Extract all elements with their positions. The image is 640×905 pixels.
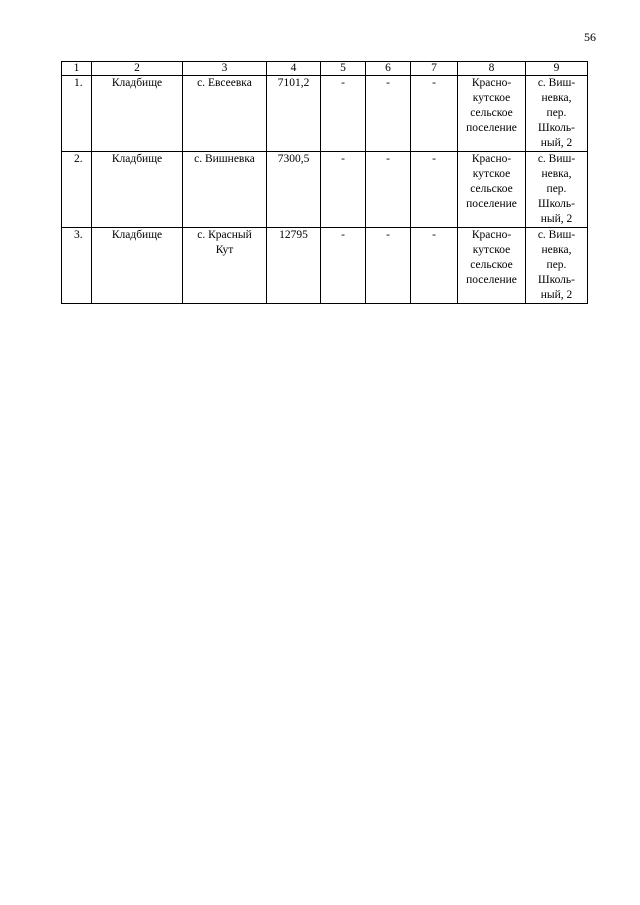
table-row (62, 228, 588, 304)
column-header-9: 9 (526, 62, 588, 76)
column-header-8: 8 (458, 62, 526, 76)
column-5-cell: - (321, 228, 366, 304)
column-7-cell: - (411, 228, 458, 304)
address-cell: с. Виш- невка, пер. Школь- ный, 2 (526, 228, 588, 304)
address-cell: с. Виш- невка, пер. Школь- ный, 2 (526, 152, 588, 228)
object-name: Кладбище (92, 76, 183, 152)
location-cell: с. Евсеевка (183, 76, 267, 152)
settlement-cell: Красно- кутское сельское поселение (458, 76, 526, 152)
column-6-cell: - (366, 152, 411, 228)
table-row (62, 76, 588, 152)
column-header-3: 3 (183, 62, 267, 76)
column-header-4: 4 (267, 62, 321, 76)
data-table (61, 61, 588, 304)
column-header-6: 6 (366, 62, 411, 76)
location-cell: с. Вишневка (183, 152, 267, 228)
column-header-2: 2 (92, 62, 183, 76)
row-number: 2. (62, 152, 92, 228)
object-name: Кладбище (92, 228, 183, 304)
column-6-cell: - (366, 228, 411, 304)
object-name: Кладбище (92, 152, 183, 228)
column-header-7: 7 (411, 62, 458, 76)
area-cell: 12795 (267, 228, 321, 304)
settlement-cell: Красно- кутское сельское поселение (458, 152, 526, 228)
page-number: 56 (584, 30, 596, 44)
area-cell: 7101,2 (267, 76, 321, 152)
column-7-cell: - (411, 152, 458, 228)
area-cell: 7300,5 (267, 152, 321, 228)
column-5-cell: - (321, 152, 366, 228)
column-5-cell: - (321, 76, 366, 152)
table-header-row (62, 62, 588, 76)
location-cell: с. Красный Кут (183, 228, 267, 304)
address-cell: с. Виш- невка, пер. Школь- ный, 2 (526, 76, 588, 152)
row-number: 3. (62, 228, 92, 304)
column-header-1: 1 (62, 62, 92, 76)
column-header-5: 5 (321, 62, 366, 76)
column-7-cell: - (411, 76, 458, 152)
table-row (62, 152, 588, 228)
row-number: 1. (62, 76, 92, 152)
settlement-cell: Красно- кутское сельское поселение (458, 228, 526, 304)
column-6-cell: - (366, 76, 411, 152)
